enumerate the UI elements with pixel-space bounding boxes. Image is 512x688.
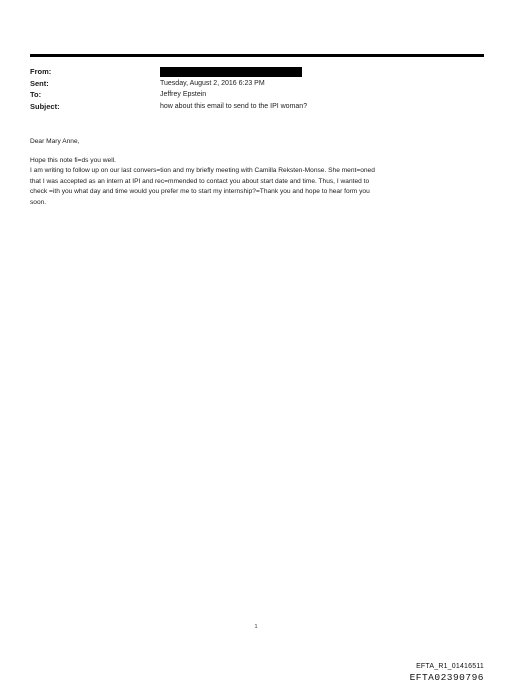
document-id-primary: EFTA_R1_01416511	[416, 663, 484, 670]
body-line: check =ith you what day and time would you prefer me to start my internship?=Thank you and hope to hear form you	[30, 188, 370, 195]
subject-row	[30, 102, 484, 113]
page-number: 1	[254, 624, 258, 630]
email-body	[30, 137, 486, 208]
sent-label: Sent:	[30, 78, 49, 88]
to-label: To:	[30, 90, 42, 99]
header-divider	[30, 54, 484, 57]
email-header	[30, 67, 484, 113]
from-label: From:	[30, 67, 52, 76]
body-line: Hope this note fi=ds you well.	[30, 156, 116, 164]
redaction-box	[160, 67, 302, 77]
to-value: Jeffrey Epstein	[160, 91, 207, 98]
to-row	[30, 90, 484, 101]
body-line: soon.	[30, 198, 47, 206]
subject-label: Subject:	[30, 101, 60, 111]
subject-value: how about this email to send to the IPI woman?	[160, 102, 308, 110]
from-row	[30, 67, 484, 78]
document-id-secondary: EFTA02390796	[409, 672, 484, 683]
sent-value: Tuesday, August 2, 2016 6:23 PM	[160, 79, 265, 87]
body-line: I am writing to follow up on our last convers=tion and my briefly meeting with Camilla Reksten-Monse. She ment=oned	[30, 167, 375, 174]
greeting: Dear Mary Anne,	[30, 138, 80, 145]
body-line: that I was accepted as an intern at IPI and rec=mmended to contact you about start date and time. Thus, I wanted to	[30, 177, 370, 185]
sent-row	[30, 79, 484, 90]
